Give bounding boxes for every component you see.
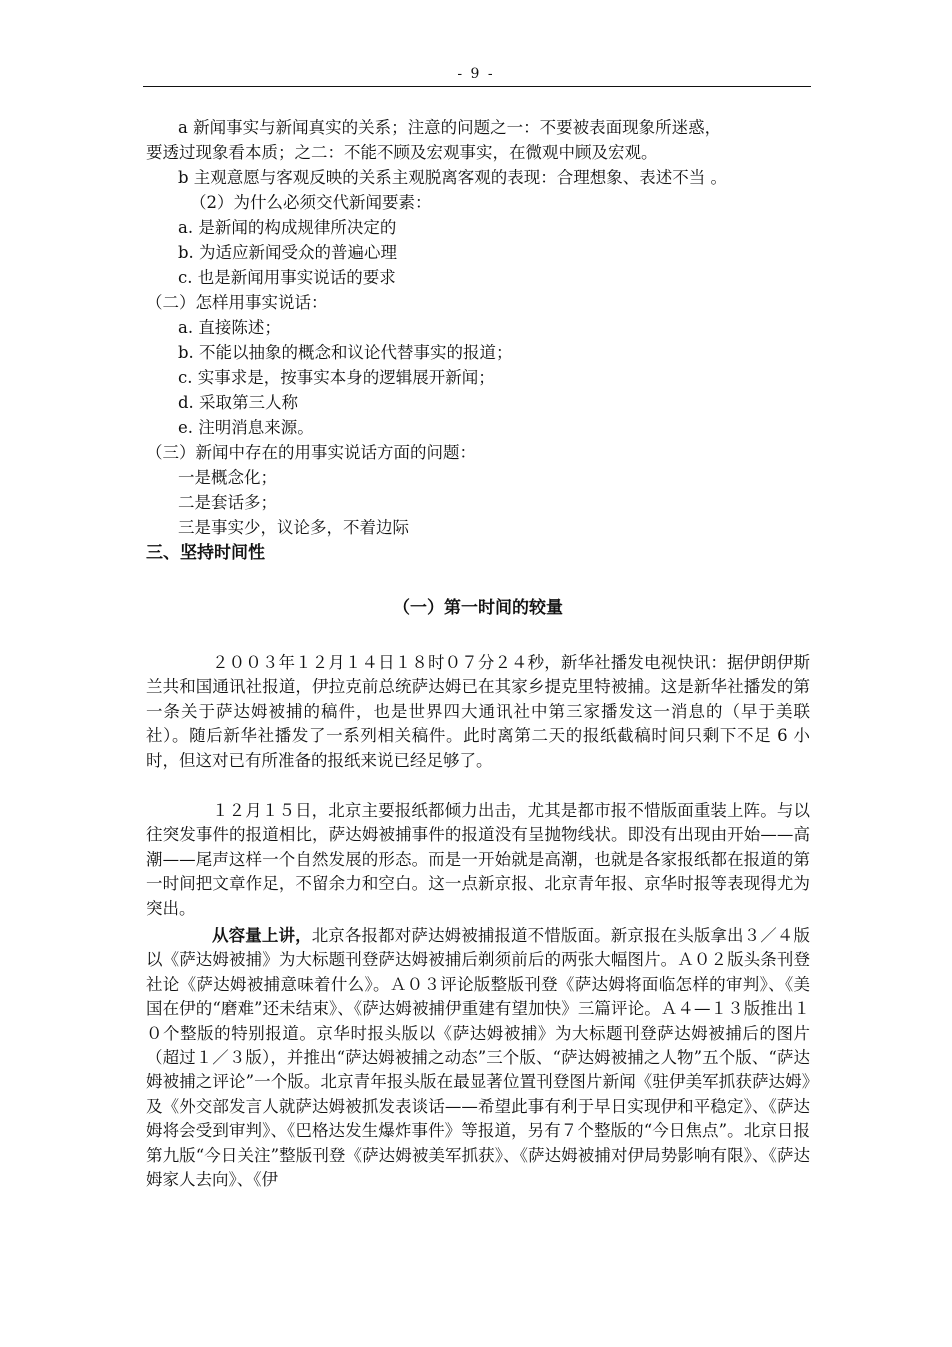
subsection-heading: （一）第一时间的较量 — [393, 598, 563, 618]
list-item: b. 为适应新闻受众的普遍心理 — [178, 243, 398, 262]
section-heading: 三、坚持时间性 — [146, 543, 265, 563]
header-rule — [143, 86, 811, 87]
text-line: a 新闻事实与新闻真实的关系；注意的问题之一：不要被表面现象所迷惑， — [178, 118, 722, 137]
paragraph: １２月１５日，北京主要报纸都倾力出击，尤其是都市报不惜版面重装上阵。与以往突发事件的报道相比，萨达姆被捕事件的报道没有呈抛物线状。即没有出现由开始——高潮——尾声这样一个自然发展的形态。而是一开始就是高潮，也就是各家报纸都在报道的第一时间把文章作足，不留余力和空白。这一点新京报、北京青年报、京华时报等表现得尤为突出。 — [146, 801, 810, 918]
list-item: 一是概念化； — [178, 468, 277, 487]
list-item: 二是套话多； — [178, 493, 277, 512]
paragraph: ２００３年１２月１４日１８时０７分２４秒，新华社播发电视快讯：据伊朗伊斯兰共和国通讯社报道，伊拉克前总统萨达姆已在其家乡提克里特被捕。这是新华社播发的第一条关于萨达姆被捕的稿件，也是世界四大通讯社中第三家播发这一消息的（早于美联社）。随后新华社播发了一系列相关稿件。此时离第二天的报纸截稿时间只剩下不足 6 小时，但这对已有所准备的报纸来说已经足够了。 — [146, 653, 810, 770]
paragraph-lead: 从容量上讲， — [212, 926, 312, 945]
text-line: b 主观意愿与客观反映的关系主观脱离客观的表现：合理想象、表述不当 。 — [178, 168, 728, 187]
text-line: （2）为什么必须交代新闻要素： — [190, 193, 432, 212]
list-item: c. 实事求是，按事实本身的逻辑展开新闻； — [178, 368, 495, 387]
list-item: a. 直接陈述； — [178, 318, 281, 337]
text-line: 要透过现象看本质；之二：不能不顾及宏观事实，在微观中顾及宏观。 — [146, 143, 658, 162]
page-number: - 9 - — [457, 66, 495, 82]
list-item: a. 是新闻的构成规律所决定的 — [178, 218, 397, 237]
list-item: c. 也是新闻用事实说话的要求 — [178, 268, 396, 287]
section-item: （三）新闻中存在的用事实说话方面的问题： — [146, 443, 476, 462]
section-item: （二）怎样用事实说话： — [146, 293, 328, 312]
paragraph — [146, 924, 810, 1192]
list-item: 三是事实少，议论多，不着边际 — [178, 518, 409, 537]
list-item: d. 采取第三人称 — [178, 393, 299, 412]
list-item: e. 注明消息来源。 — [178, 418, 314, 437]
paragraph-body: 北京各报都对萨达姆被捕报道不惜版面。新京报在头版拿出３／４版以《萨达姆被捕》为大标题刊登萨达姆被捕后剃须前后的两张大幅图片。Ａ０２版头条刊登社论《萨达姆被捕意味着什么》。Ａ０３评论版整版刊登《萨达姆将面临怎样的审判》、《美国在伊的“磨难”还未结束》、《萨达姆被捕伊重建有望加快》三篇评论。Ａ４—１３版推出１０个整版的特别报道。京华时报头版以《萨达姆被捕》为大标题刊登萨达姆被捕后的图片（超过１／３版），并推出“萨达姆被捕之动态”三个版、“萨达姆被捕之人物”五个版、“萨达姆被捕之评论”一个版。北京青年报头版在最显著位置刊登图片新闻《驻伊美军抓获萨达姆》及《外交部发言人就萨达姆被抓发表谈话——希望此事有利于早日实现伊和平稳定》、《萨达姆将会受到审判》、《巴格达发生爆炸事件》等报道，另有７个整版的“今日焦点”。北京日报第九版“今日关注”整版刊登《萨达姆被美军抓获》、《萨达姆被捕对伊局势影响有限》、《萨达姆家人去向》、《伊 — [146, 926, 811, 1190]
list-item: b. 不能以抽象的概念和议论代替事实的报道； — [178, 343, 513, 362]
